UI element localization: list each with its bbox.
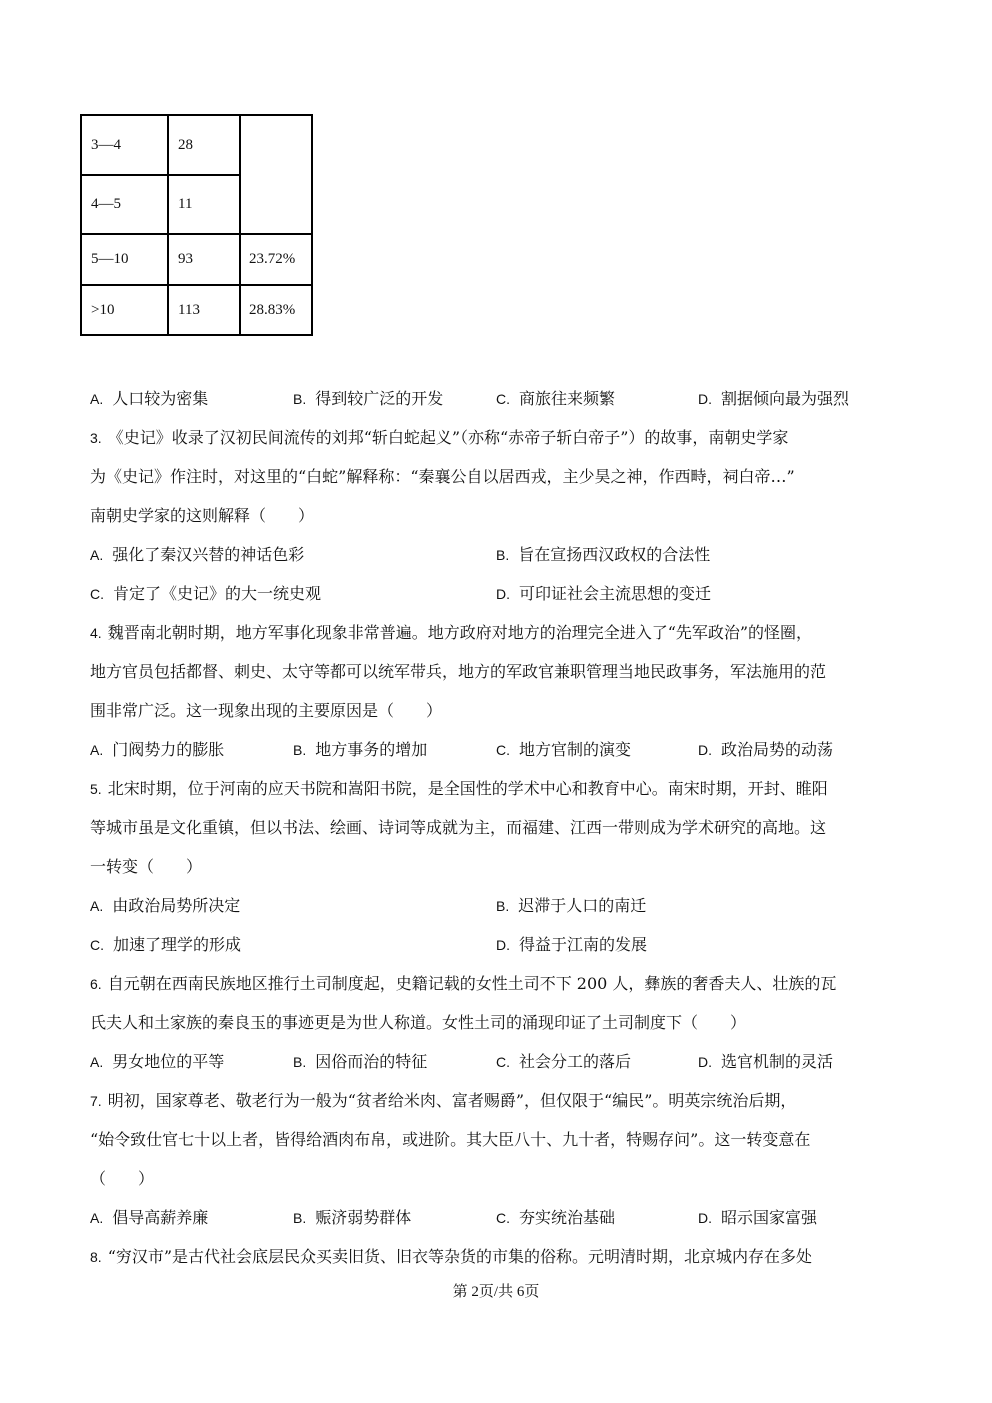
option-text: 政治局势的动荡 bbox=[721, 740, 834, 759]
q4-option-c bbox=[496, 740, 631, 760]
table-cell: 3—4 bbox=[81, 115, 168, 175]
question-6-line bbox=[90, 974, 836, 994]
table-cell: 23.72% bbox=[240, 234, 312, 285]
q4-option-b bbox=[293, 740, 427, 760]
option-letter: B. bbox=[496, 898, 510, 914]
question-text: 《史记》收录了汉初民间流传的刘邦“斩白蛇起义”（亦称“赤帝子斩白帝子”）的故事，南朝史学家 bbox=[107, 428, 789, 447]
option-text: 男女地位的平等 bbox=[112, 1052, 225, 1071]
question-7-line: （ ） bbox=[90, 1169, 155, 1188]
option-letter: D. bbox=[698, 742, 712, 758]
q6-option-b bbox=[293, 1052, 427, 1072]
q2-option-b bbox=[293, 389, 443, 409]
option-letter: B. bbox=[293, 391, 307, 407]
question-number: 3. bbox=[90, 430, 102, 446]
option-text: 强化了秦汉兴替的神话色彩 bbox=[112, 545, 305, 564]
table-cell: 4—5 bbox=[81, 175, 168, 234]
option-letter: D. bbox=[496, 586, 510, 602]
question-text: 魏晋南北朝时期，地方军事化现象非常普遍。地方政府对地方的治理完全进入了“先军政治”的怪圈， bbox=[107, 623, 813, 642]
table-cell: 93 bbox=[168, 234, 240, 285]
question-number: 4. bbox=[90, 625, 102, 641]
question-text: 自元朝在西南民族地区推行土司制度起，史籍记载的女性土司不下 200 人，彝族的奢香夫人、壮族的瓦 bbox=[107, 974, 837, 993]
question-5-line bbox=[90, 779, 828, 799]
option-text: 肯定了《史记》的大一统史观 bbox=[113, 584, 322, 603]
option-letter: A. bbox=[90, 547, 104, 563]
question-number: 6. bbox=[90, 976, 102, 992]
option-letter: D. bbox=[698, 391, 712, 407]
option-text: 可印证社会主流思想的变迁 bbox=[519, 584, 712, 603]
option-text: 倡导高薪养廉 bbox=[112, 1208, 209, 1227]
option-text: 迟滞于人口的南迁 bbox=[518, 896, 647, 915]
option-letter: C. bbox=[90, 586, 104, 602]
table-cell: 5—10 bbox=[81, 234, 168, 285]
table-cell: 113 bbox=[168, 285, 240, 335]
option-letter: A. bbox=[90, 898, 104, 914]
question-4-line bbox=[90, 623, 812, 643]
question-text: “穷汉市”是古代社会底层民众买卖旧货、旧衣等杂货的市集的俗称。元明清时期，北京城内存在多处 bbox=[107, 1247, 813, 1266]
q7-option-d bbox=[698, 1208, 817, 1228]
option-letter: A. bbox=[90, 391, 104, 407]
option-text: 由政治局势所决定 bbox=[112, 896, 241, 915]
option-letter: D. bbox=[698, 1054, 712, 1070]
table-cell: 11 bbox=[168, 175, 240, 234]
q5-option-d bbox=[496, 935, 647, 955]
q6-option-c bbox=[496, 1052, 631, 1072]
option-letter: C. bbox=[496, 391, 510, 407]
question-3-line bbox=[90, 428, 788, 448]
table-row bbox=[81, 285, 312, 335]
q3-option-a bbox=[90, 545, 304, 565]
option-text: 夯实统治基础 bbox=[519, 1208, 616, 1227]
question-4-line: 地方官员包括都督、刺史、太守等都可以统军带兵，地方的军政官兼职管理当地民政事务，军法施用的范 bbox=[90, 662, 827, 681]
option-letter: A. bbox=[90, 1210, 104, 1226]
option-text: 人口较为密集 bbox=[112, 389, 209, 408]
q6-option-d bbox=[698, 1052, 833, 1072]
option-letter: B. bbox=[293, 1054, 307, 1070]
option-text: 得益于江南的发展 bbox=[519, 935, 648, 954]
option-text: 商旅往来频繁 bbox=[519, 389, 616, 408]
option-text: 社会分工的落后 bbox=[519, 1052, 632, 1071]
option-text: 割据倾向最为强烈 bbox=[721, 389, 850, 408]
q2-option-d bbox=[698, 389, 849, 409]
question-3-line: 南朝史学家的这则解释（ ） bbox=[90, 506, 315, 525]
question-text: 北宋时期，位于河南的应天书院和嵩阳书院，是全国性的学术中心和教育中心。南宋时期，开封、睢阳 bbox=[107, 779, 828, 798]
option-letter: C. bbox=[496, 1210, 510, 1226]
question-5-line: 一转变（ ） bbox=[90, 857, 203, 876]
option-text: 门阀势力的膨胀 bbox=[112, 740, 225, 759]
option-text: 因俗而治的特征 bbox=[315, 1052, 428, 1071]
q2-option-a bbox=[90, 389, 208, 409]
option-letter: B. bbox=[293, 742, 307, 758]
q4-option-a bbox=[90, 740, 224, 760]
q3-option-d bbox=[496, 584, 711, 604]
option-letter: C. bbox=[90, 937, 104, 953]
table-cell: 28 bbox=[168, 115, 240, 175]
question-text: 明初，国家尊老、敬老行为一般为“贫者给米肉、富者赐爵”，但仅限于“编民”。明英宗统治后期， bbox=[107, 1091, 797, 1110]
question-5-line: 等城市虽是文化重镇，但以书法、绘画、诗词等成就为主，而福建、江西一带则成为学术研究的高地。这 bbox=[90, 818, 827, 837]
option-text: 选官机制的灵活 bbox=[721, 1052, 834, 1071]
table-cell: 28.83% bbox=[240, 285, 312, 335]
question-number: 8. bbox=[90, 1249, 102, 1265]
question-8-line bbox=[90, 1247, 812, 1267]
option-letter: B. bbox=[293, 1210, 307, 1226]
option-text: 得到较广泛的开发 bbox=[315, 389, 444, 408]
q5-option-c bbox=[90, 935, 241, 955]
q3-option-c bbox=[90, 584, 321, 604]
q5-option-b bbox=[496, 896, 646, 916]
option-text: 旨在宣扬西汉政权的合法性 bbox=[518, 545, 711, 564]
data-table bbox=[80, 114, 313, 336]
option-text: 赈济弱势群体 bbox=[315, 1208, 412, 1227]
q2-option-c bbox=[496, 389, 615, 409]
option-letter: D. bbox=[698, 1210, 712, 1226]
q7-option-c bbox=[496, 1208, 615, 1228]
table-row bbox=[81, 234, 312, 285]
question-3-line: 为《史记》作注时，对这里的“白蛇”解释称：“秦襄公自以居西戎，主少昊之神，作西畤，祠白帝…” bbox=[90, 467, 795, 486]
table-row bbox=[81, 115, 312, 175]
option-text: 加速了理学的形成 bbox=[113, 935, 242, 954]
option-text: 地方事务的增加 bbox=[315, 740, 428, 759]
option-letter: B. bbox=[496, 547, 510, 563]
q6-option-a bbox=[90, 1052, 224, 1072]
question-number: 5. bbox=[90, 781, 102, 797]
option-letter: C. bbox=[496, 1054, 510, 1070]
question-7-line: “始令致仕官七十以上者，皆得给酒肉布帛，或进阶。其大臣八十、九十者，特赐存问”。这一转变意在 bbox=[90, 1130, 811, 1149]
question-4-line: 围非常广泛。这一现象出现的主要原因是（ ） bbox=[90, 701, 443, 720]
option-letter: D. bbox=[496, 937, 510, 953]
question-6-line: 氏夫人和土家族的秦良玉的事迹更是为世人称道。女性土司的涌现印证了土司制度下（ ） bbox=[90, 1013, 747, 1032]
option-letter: A. bbox=[90, 742, 104, 758]
question-7-line bbox=[90, 1091, 796, 1111]
option-text: 地方官制的演变 bbox=[519, 740, 632, 759]
table-cell-merged bbox=[240, 115, 312, 234]
q3-option-b bbox=[496, 545, 710, 565]
option-text: 昭示国家富强 bbox=[721, 1208, 818, 1227]
question-number: 7. bbox=[90, 1093, 102, 1109]
page-footer: 第 2页/共 6页 bbox=[452, 1284, 540, 1300]
q7-option-b bbox=[293, 1208, 411, 1228]
option-letter: C. bbox=[496, 742, 510, 758]
table-cell: >10 bbox=[81, 285, 168, 335]
option-letter: A. bbox=[90, 1054, 104, 1070]
q5-option-a bbox=[90, 896, 240, 916]
q4-option-d bbox=[698, 740, 833, 760]
q7-option-a bbox=[90, 1208, 208, 1228]
